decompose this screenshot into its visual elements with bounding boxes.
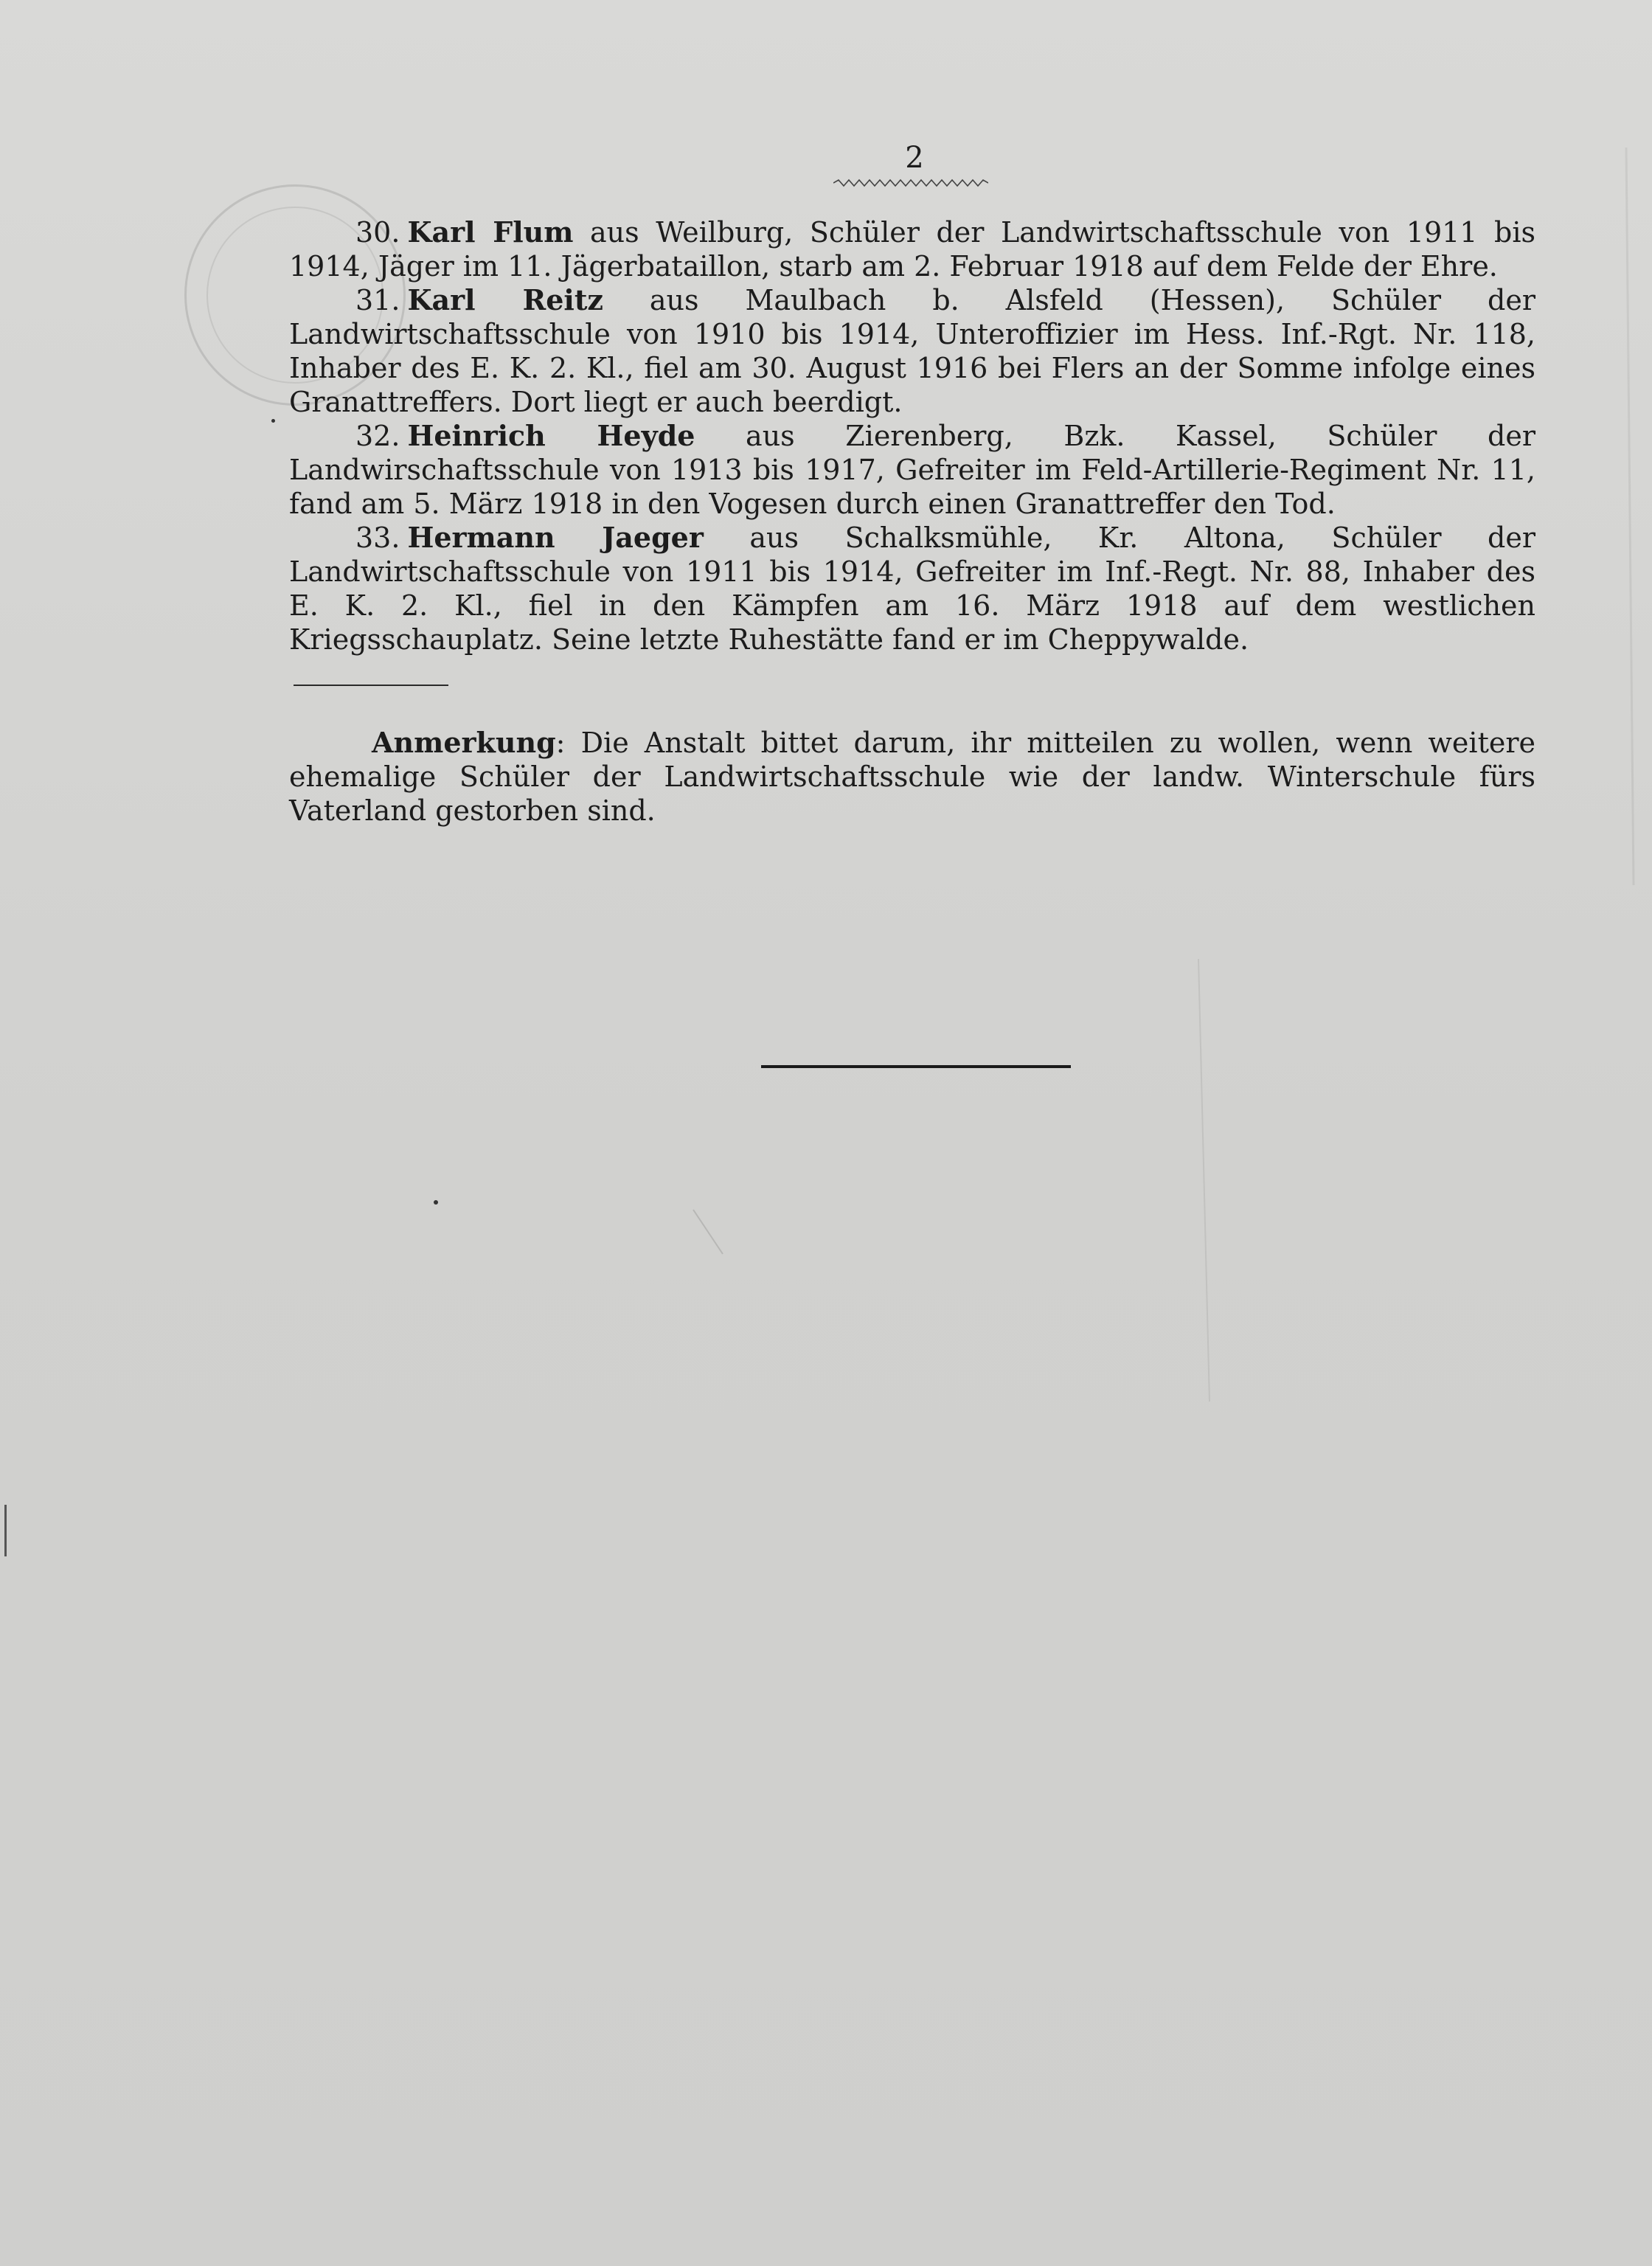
list-item xyxy=(289,419,1535,521)
page-number: 2 xyxy=(905,141,924,175)
ink-speck xyxy=(434,1200,438,1205)
person-name: Heinrich Heyde xyxy=(407,419,695,452)
entry-text: aus Maulbach b. Alsfeld (Hessen), Schüler der Landwirtschaftsschule von 1910 bis 1914, Unteroffizier im Hess. Inf.-Rgt. Nr. 118, Inhaber des E. K. 2. Kl., fiel am 30. August 1916 bei Flers an der Somme infolge eines Granattreffers. Dort liegt er auch beerdigt. xyxy=(289,284,1535,418)
person-name: Karl Reitz xyxy=(407,283,603,316)
entry-text: aus Weilburg, Schüler der Landwirtschaftsschule von 1911 bis 1914, Jäger im 11. Jägerbataillon, starb am 2. Februar 1918 auf dem Felde der Ehre. xyxy=(289,216,1535,283)
list-item xyxy=(289,283,1535,419)
entry-number: 30. xyxy=(355,216,400,249)
entry-number: 31. xyxy=(355,284,400,316)
entry-text: aus Schalksmühle, Kr. Altona, Schüler der Landwirtschaftsschule von 1911 bis 1914, Gefreiter im Inf.-Regt. Nr. 88, Inhaber des E. K. 2. Kl., fiel in den Kämpfen am 16. März 1918 auf dem westlichen Kriegsschauplatz. Seine letzte Ruhestätte fand er im Cheppywalde. xyxy=(289,522,1535,656)
list-item xyxy=(289,521,1535,656)
list-item xyxy=(289,215,1535,283)
entry-number: 33. xyxy=(355,522,400,554)
memorial-list xyxy=(289,215,1535,656)
entry-number: 32. xyxy=(355,420,400,452)
entry-text: aus Zierenberg, Bzk. Kassel, Schüler der Landwirschaftsschule von 1913 bis 1917, Gefreiter im Feld-Artillerie-Regiment Nr. 11, fand am 5. März 1918 in den Vogesen durch einen Granattreffer den Tod. xyxy=(289,420,1535,520)
footnote-separator: : xyxy=(555,727,566,759)
footnote xyxy=(289,726,1535,828)
footnote-text: Die Anstalt bittet darum, ihr mitteilen zu wollen, wenn weitere ehemalige Schüler der Landwirtschaftsschule wie der landw. Winterschule fürs Vaterland gestorben sind. xyxy=(289,727,1535,827)
ink-speck xyxy=(271,419,275,423)
page-number-ornament xyxy=(833,179,988,187)
footnote-label: Anmerkung xyxy=(372,726,556,759)
section-divider xyxy=(294,685,448,686)
closing-rule xyxy=(761,1065,1071,1068)
scan-edge-mark xyxy=(4,1505,7,1556)
person-name: Hermann Jaeger xyxy=(407,521,704,554)
person-name: Karl Flum xyxy=(407,215,574,249)
